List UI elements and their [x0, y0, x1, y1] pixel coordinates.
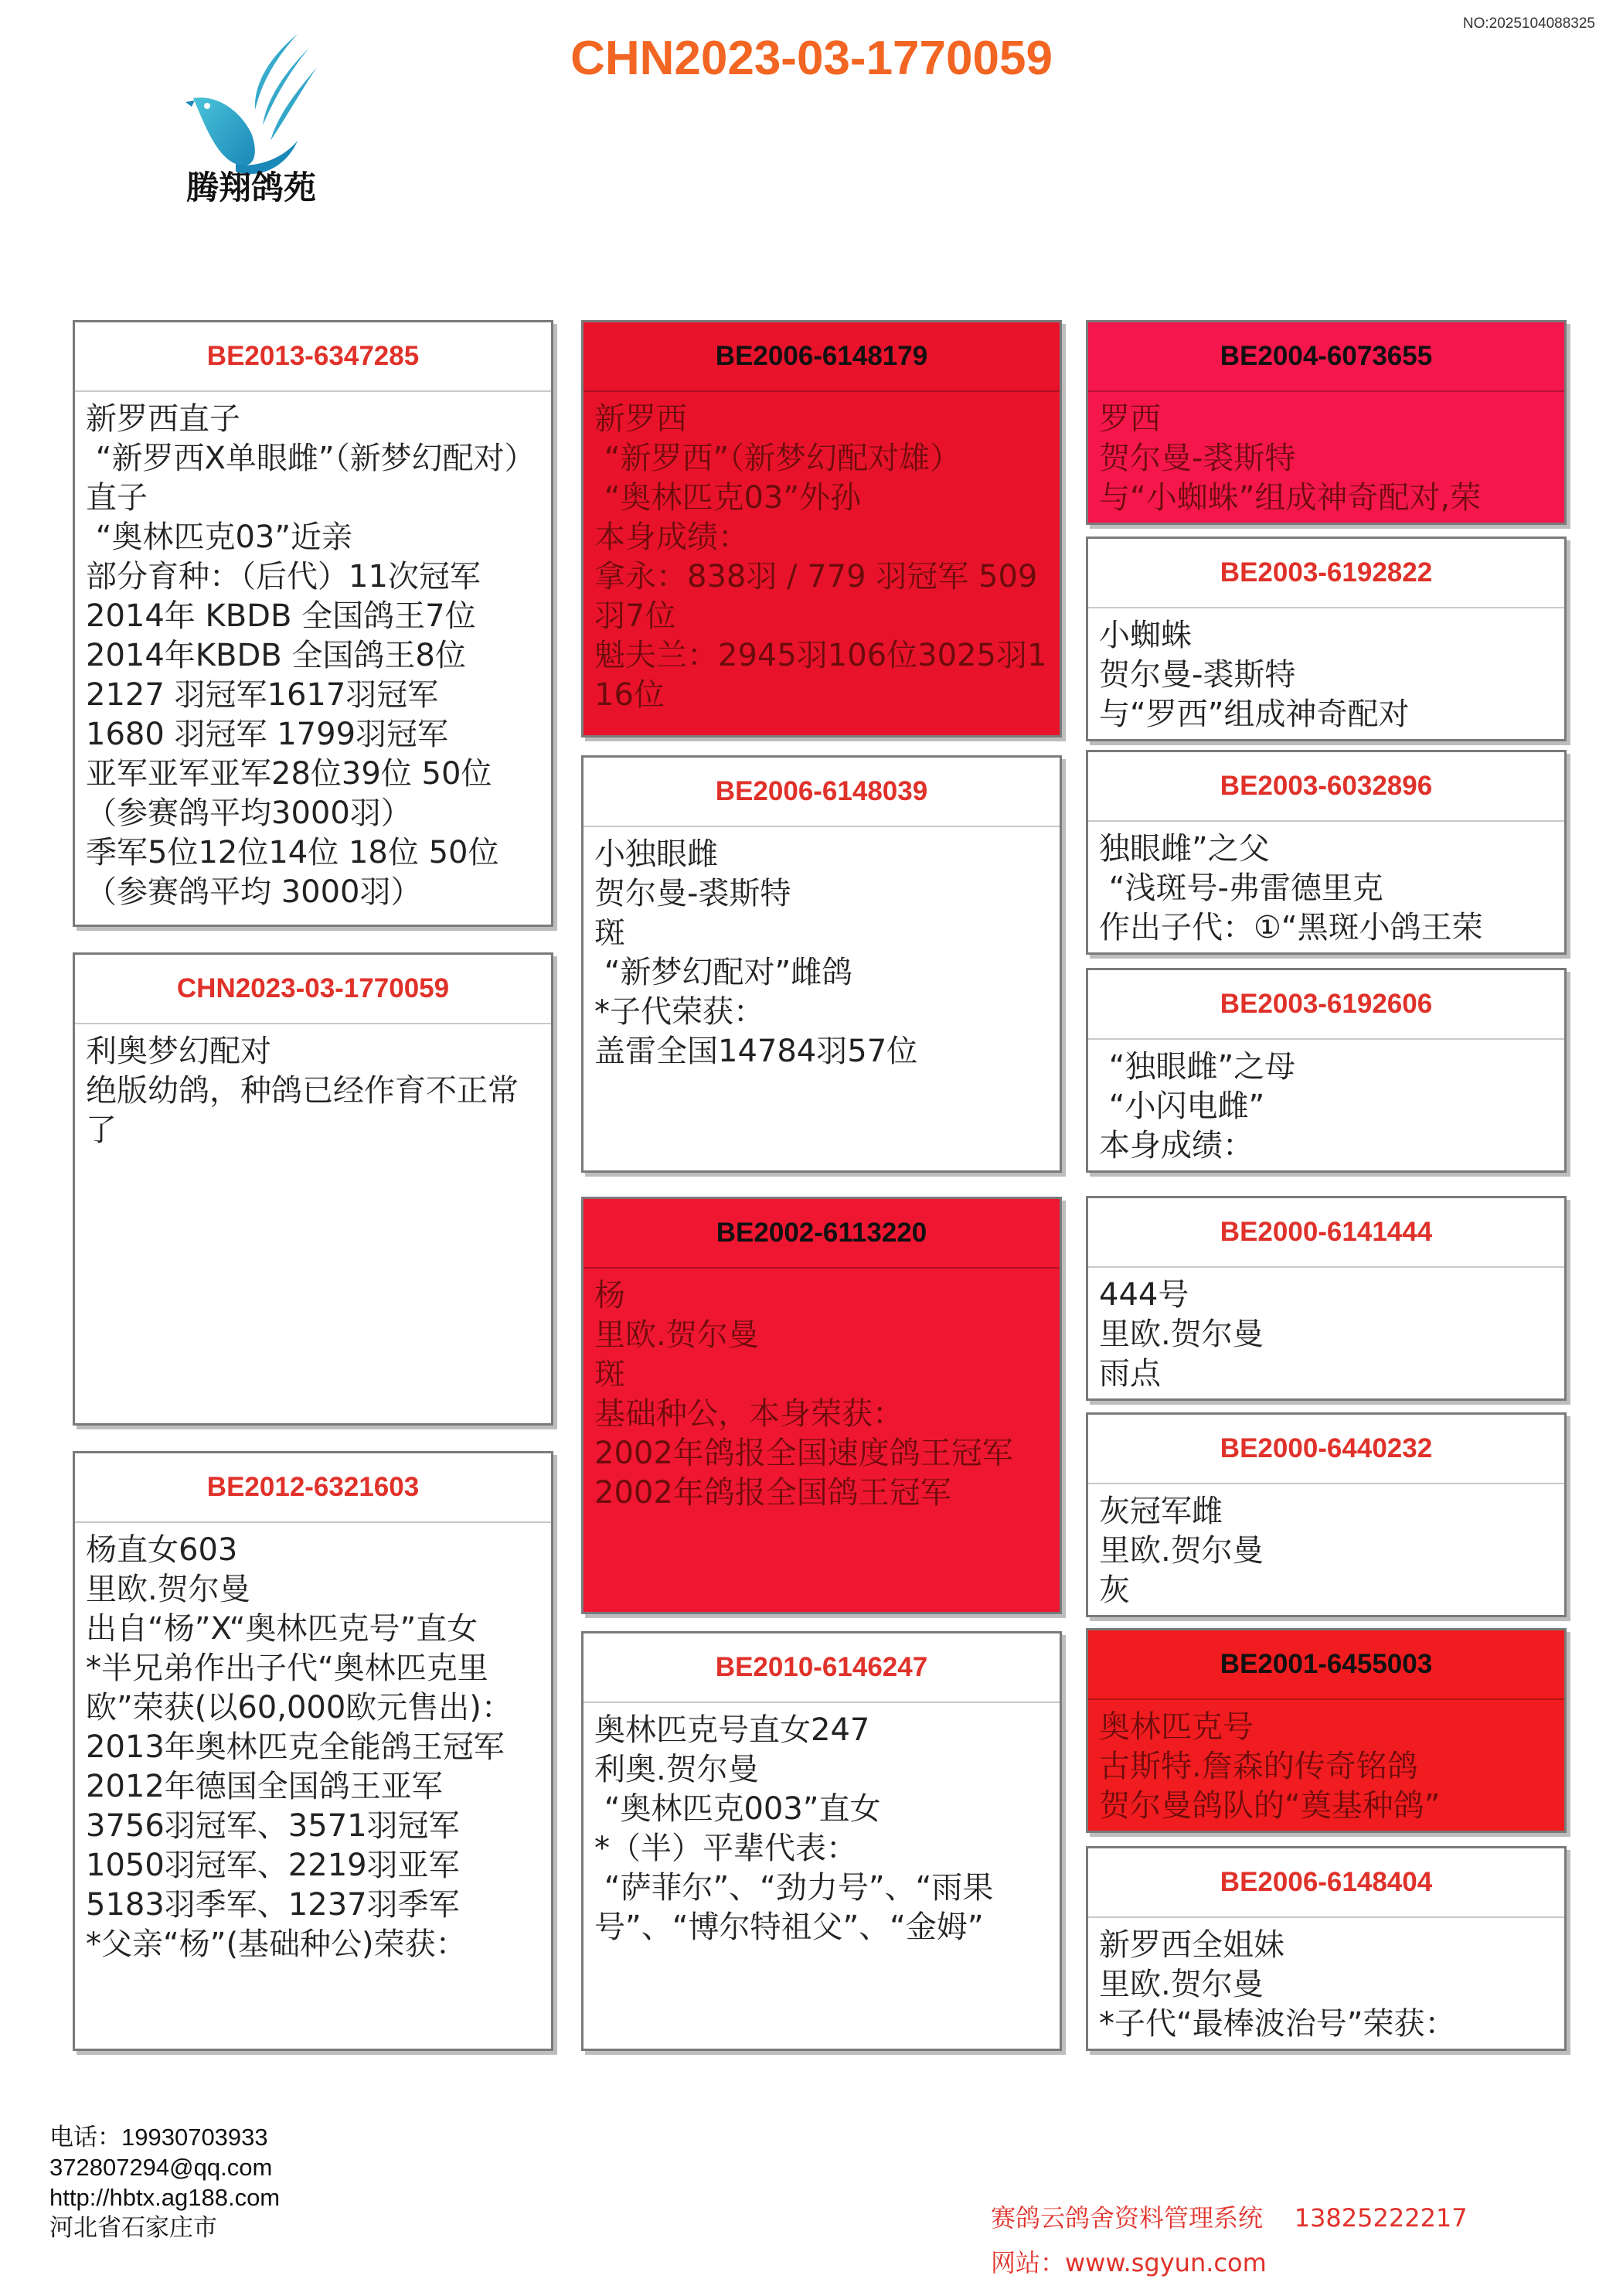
card-notes: 杨直女603 里欧.贺尔曼 出自“杨”X“奥林匹克号”直女 *半兄弟作出子代“奥林匹克里欧”荣获(以60,000欧元售出)： 2013年奥林匹克全能鸽王冠军 2012年德国全国鸽王亚军 3756羽冠军、3571羽冠军 1050羽冠军、2219羽亚军 5183羽季军、1237羽季军 *父亲“杨”(基础种公)荣获：: [86, 1532, 512, 1962]
ring-number: BE2013-6347285: [75, 322, 551, 392]
pedigree-card-grandparent-2: [581, 755, 1062, 1173]
card-notes: 444号 里欧.贺尔曼 雨点: [1099, 1277, 1264, 1392]
pedigree-card-grandparent-3: [581, 1197, 1062, 1614]
ring-number: BE2006-6148404: [1088, 1848, 1564, 1918]
card-notes: 奥林匹克号 古斯特.詹森的传奇铭鸽 贺尔曼鸽队的“奠基种鸽”: [1099, 1709, 1441, 1824]
document-number: NO:2025104088325: [1462, 15, 1595, 32]
card-notes: 新罗西直子 “新罗西X单眼雌”（新梦幻配对）直子 “奥林匹克03”近亲 部分育种：（后代）11次冠军 2014年 KBDB 全国鸽王7位 2014年KBDB 全国鸽王8位 2127 羽冠军1617羽冠军 1680 羽冠军 1799羽冠军 亚军亚军亚军28位39位 50位 （参赛鸽平均3000羽） 季军5位12位14位 18位 50位 （参赛鸽平均 3000羽）: [86, 401, 536, 910]
contact-info: [49, 2122, 280, 2243]
pedigree-card-great-grandparent-4: [1086, 968, 1567, 1173]
pedigree-card-great-grandparent-1: [1086, 320, 1567, 525]
pedigree-card-great-grandparent-8: [1086, 1846, 1567, 2051]
pedigree-card-grandparent-1: [581, 320, 1062, 738]
pedigree-card-great-grandparent-2: [1086, 537, 1567, 741]
card-notes: 罗西 贺尔曼-裘斯特 与“小蜘蛛”组成神奇配对,荣: [1099, 401, 1482, 516]
ring-number: BE2000-6440232: [1088, 1415, 1564, 1484]
phone-text: 电话：19930703933: [49, 2124, 268, 2151]
ring-number: BE2004-6073655: [1088, 322, 1564, 392]
ring-number: BE2003-6192822: [1088, 539, 1564, 608]
card-notes: 新罗西全姐妹 里欧.贺尔曼 *子代“最棒波治号”荣获：: [1099, 1927, 1456, 2042]
pedigree-card-grandparent-4: [581, 1631, 1062, 2051]
ring-number: BE2001-6455003: [1088, 1630, 1564, 1700]
pedigree-card-great-grandparent-6: [1086, 1412, 1567, 1617]
card-notes: 杨 里欧.贺尔曼 斑 基础种公，本身荣获： 2002年鸽报全国速度鸽王冠军 2002年鸽报全国鸽王冠军: [594, 1278, 1013, 1511]
pedigree-card-great-grandparent-7: [1086, 1628, 1567, 1833]
logo-text: 腾翔鸽苑: [185, 169, 316, 206]
ring-number: BE2003-6192606: [1088, 970, 1564, 1040]
pedigree-card-parent-2: [73, 1451, 553, 2051]
ring-number: BE2010-6146247: [584, 1633, 1060, 1703]
system-website-link[interactable]: 网站：www.sgyun.com: [991, 2248, 1267, 2277]
website-link[interactable]: http://hbtx.ag188.com: [49, 2184, 281, 2211]
pedigree-card-subject: [73, 952, 553, 1426]
card-notes: 小独眼雌 贺尔曼-裘斯特 斑 “新梦幻配对”雌鸽 *子代荣获： 盖雷全国14784羽57位: [594, 836, 918, 1069]
email-text: 372807294@qq.com: [49, 2154, 273, 2181]
card-notes: 独眼雌”之父 “浅斑号-弗雷德里克 作出子代：①“黑斑小鸽王荣: [1099, 831, 1483, 945]
ring-number: BE2006-6148179: [584, 322, 1060, 392]
pedigree-card-great-grandparent-5: [1086, 1196, 1567, 1401]
card-notes: 利奥梦幻配对 绝版幼鸽，种鸽已经作育不正常了: [86, 1034, 519, 1148]
system-name-text: 赛鸽云鸽舍资料管理系统 13825222217: [991, 2203, 1468, 2233]
system-info: [991, 2196, 1468, 2285]
card-notes: 小蜘蛛 贺尔曼-裘斯特 与“罗西”组成神奇配对: [1099, 618, 1410, 732]
card-notes: 灰冠军雌 里欧.贺尔曼 灰: [1099, 1494, 1264, 1608]
page-title: CHN2023-03-1770059: [570, 32, 1053, 85]
address-text: 河北省石家庄市: [49, 2214, 217, 2241]
ring-number: BE2000-6141444: [1088, 1198, 1564, 1268]
ring-number: BE2002-6113220: [584, 1199, 1060, 1269]
card-notes: 奥林匹克号直女247 利奥.贺尔曼 “奥林匹克003”直女 *（半）平辈代表： “萨菲尔”、“劲力号”、“雨果号”、“博尔特祖父”、“金姆”: [594, 1712, 994, 1945]
pedigree-card-parent-1: [73, 320, 553, 927]
ring-number: BE2003-6032896: [1088, 752, 1564, 822]
ring-number: BE2006-6148039: [584, 758, 1060, 827]
pedigree-card-great-grandparent-3: [1086, 750, 1567, 955]
card-notes: 新罗西 “新罗西”（新梦幻配对雄） “奥林匹克03”外孙 本身成绩： 拿永：838羽 / 779 羽冠军 509羽7位 魁夫兰：2945羽106位3025羽116位: [594, 401, 1047, 713]
ring-number: BE2012-6321603: [75, 1453, 551, 1523]
card-notes: “独眼雌”之母 “小闪电雌” 本身成绩：: [1099, 1049, 1296, 1163]
ring-number: CHN2023-03-1770059: [75, 955, 551, 1024]
